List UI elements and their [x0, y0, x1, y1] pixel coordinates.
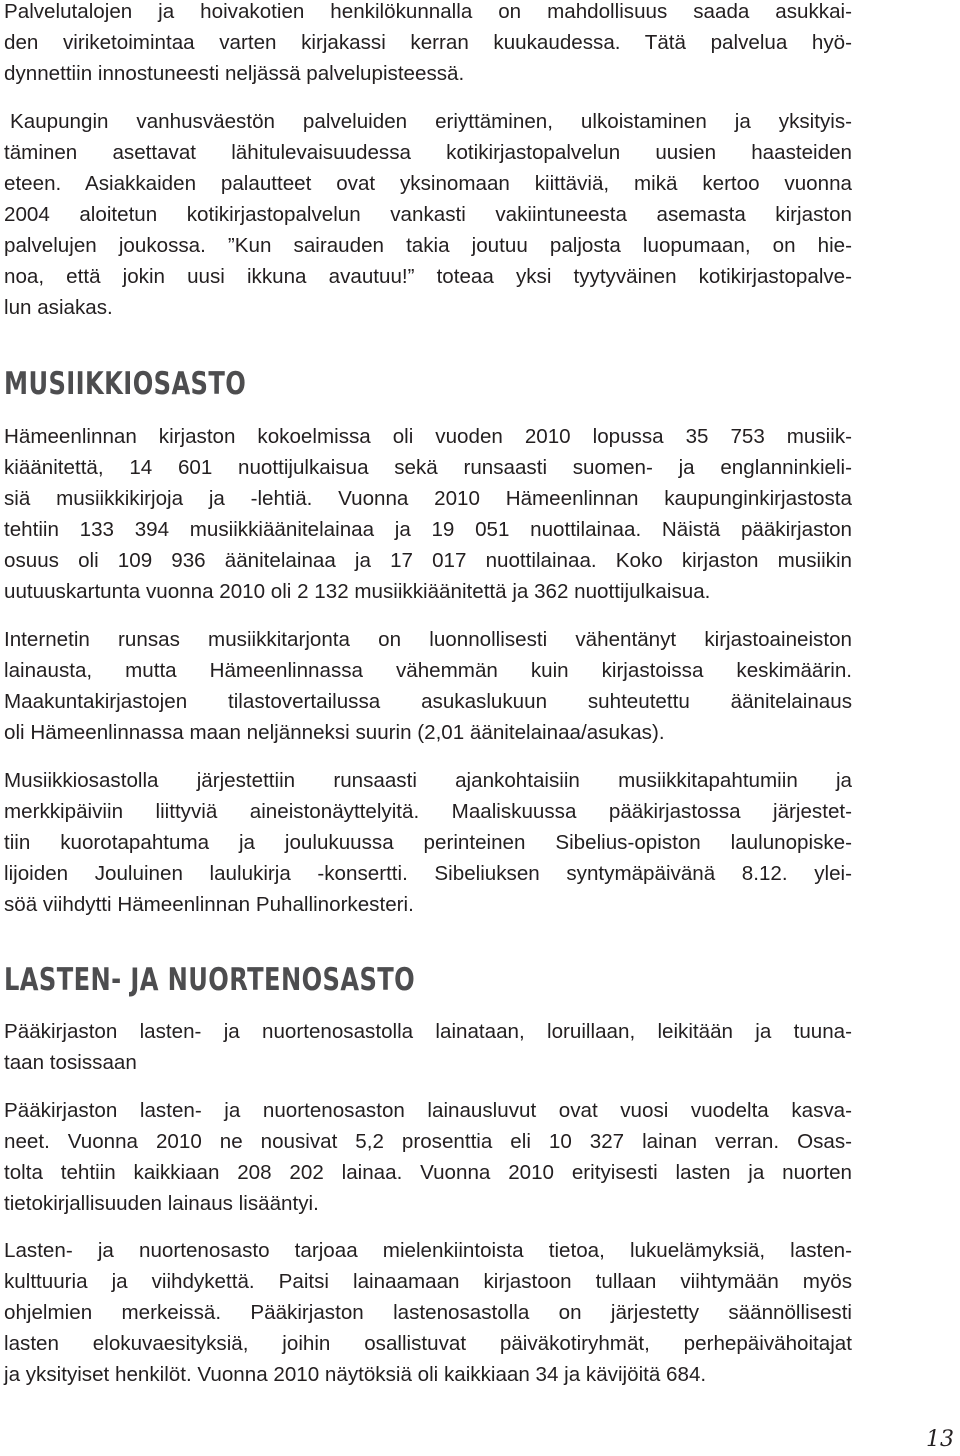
text-line: tolta tehtiin kaikkiaan 208 202 lainaa. Vuonna 2010 erityisesti lasten ja nuorten	[4, 1161, 852, 1184]
lastenosasto-paragraph-1	[4, 1016, 852, 1078]
intro-paragraph-2	[4, 106, 852, 323]
text-line: Lasten- ja nuortenosasto tarjoaa mielenkiintoista tietoa, lukuelämyksiä, lasten-	[4, 1239, 852, 1262]
text-line: Internetin runsas musiikkitarjonta on luonnollisesti vähentänyt kirjastoaineiston	[4, 628, 852, 651]
text-line: lun asiakas.	[4, 296, 113, 319]
text-line: lijoiden Jouluinen laulukirja -konsertti. Sibeliuksen syntymäpäivänä 8.12. ylei-	[4, 862, 852, 885]
text-line: siä musiikkikirjoja ja -lehtiä. Vuonna 2010 Hämeenlinnan kaupunginkirjastosta	[4, 487, 852, 510]
text-line: uutuuskartunta vuonna 2010 oli 2 132 musiikkiäänitettä ja 362 nuottijulkaisua.	[4, 580, 711, 603]
text-line: ohjelmien merkeissä. Pääkirjaston lastenosastolla on järjestetty säännöllisesti	[4, 1301, 852, 1324]
text-line: tehtiin 133 394 musiikkiäänitelainaa ja 19 051 nuottilainaa. Näistä pääkirjaston	[4, 518, 852, 541]
text-line: den viriketoimintaa varten kirjakassi kerran kuukaudessa. Tätä palvelua hyö-	[4, 31, 852, 54]
intro-paragraph-1	[4, 0, 852, 89]
text-line: söä viihdytti Hämeenlinnan Puhallinorkesteri.	[4, 893, 414, 916]
text-line: palvelujen joukossa. ”Kun sairauden takia joutuu paljosta luopumaan, on hie-	[4, 234, 852, 257]
text-line: ja yksityiset henkilöt. Vuonna 2010 näytöksiä oli kaikkiaan 34 ja kävijöitä 684.	[4, 1363, 707, 1386]
text-line: Hämeenlinnan kirjaston kokoelmissa oli vuoden 2010 lopussa 35 753 musiik-	[4, 425, 852, 448]
text-line: osuus oli 109 936 äänitelainaa ja 17 017 nuottilainaa. Koko kirjaston musiikin	[4, 549, 852, 572]
text-line: tietokirjallisuuden lainaus lisääntyi.	[4, 1192, 319, 1215]
text-line: dynnettiin innostuneesti neljässä palvelupisteessä.	[4, 62, 465, 85]
text-line: Pääkirjaston lasten- ja nuortenosaston lainausluvut ovat vuosi vuodelta kasva-	[4, 1099, 852, 1122]
text-line: kiäänitettä, 14 601 nuottijulkaisua sekä runsaasti suomen- ja englanninkieli-	[4, 456, 852, 479]
text-line: merkkipäiviin liittyviä aineistonäyttelyitä. Maaliskuussa pääkirjastossa järjestet-	[4, 800, 852, 823]
text-line: täminen asettavat lähitulevaisuudessa kotikirjastopalvelun uusien haasteiden	[4, 141, 852, 164]
text-line: neet. Vuonna 2010 ne nousivat 5,2 prosenttia eli 10 327 lainan verran. Osas-	[4, 1130, 852, 1153]
text-line: Musiikkiosastolla järjestettiin runsaasti ajankohtaisiin musiikkitapahtumiin ja	[4, 769, 852, 792]
musiikkiosasto-paragraph-2	[4, 624, 852, 748]
lastenosasto-paragraph-3	[4, 1235, 852, 1390]
text-line: eteen. Asiakkaiden palautteet ovat yksinomaan kiittäviä, mikä kertoo vuonna	[4, 172, 852, 195]
section-heading-lasten-ja-nuortenosasto: LASTEN- JA NUORTENOSASTO	[4, 962, 416, 998]
text-line: Palvelutalojen ja hoivakotien henkilökunnalla on mahdollisuus saada asukkai-	[4, 0, 852, 23]
text-line: lasten elokuvaesityksiä, joihin osallistuvat päiväkotiryhmät, perhepäivähoitajat	[4, 1332, 852, 1355]
text-line: Pääkirjaston lasten- ja nuortenosastolla lainataan, loruillaan, leikitään ja tuuna-	[4, 1020, 852, 1043]
text-line: Maakuntakirjastojen tilastovertailussa asukaslukuun suhteutettu äänitelainaus	[4, 690, 852, 713]
musiikkiosasto-paragraph-1	[4, 421, 852, 607]
section-heading-musiikkiosasto: MUSIIKKIOSASTO	[4, 366, 247, 402]
text-line: Kaupungin vanhusväestön palveluiden eriyttäminen, ulkoistaminen ja yksityis-	[10, 110, 852, 133]
text-line: noa, että jokin uusi ikkuna avautuu!” toteaa yksi tyytyväinen kotikirjastopalve-	[4, 265, 852, 288]
musiikkiosasto-paragraph-3	[4, 765, 852, 920]
text-line: tiin kuorotapahtuma ja joulukuussa perinteinen Sibelius-opiston laulunopiske-	[4, 831, 852, 854]
text-line: lainausta, mutta Hämeenlinnassa vähemmän kuin kirjastoissa keskimäärin.	[4, 659, 852, 682]
text-line: taan tosissaan	[4, 1051, 137, 1074]
text-line: kulttuuria ja viihdykettä. Paitsi lainaamaan kirjastoon tullaan viihtymään myös	[4, 1270, 852, 1293]
text-line: oli Hämeenlinnassa maan neljänneksi suurin (2,01 äänitelainaa/asukas).	[4, 721, 665, 744]
lastenosasto-paragraph-2	[4, 1095, 852, 1219]
page-number: 13	[926, 1427, 954, 1452]
text-line: 2004 aloitetun kotikirjastopalvelun vankasti vakiintuneesta asemasta kirjaston	[4, 203, 852, 226]
